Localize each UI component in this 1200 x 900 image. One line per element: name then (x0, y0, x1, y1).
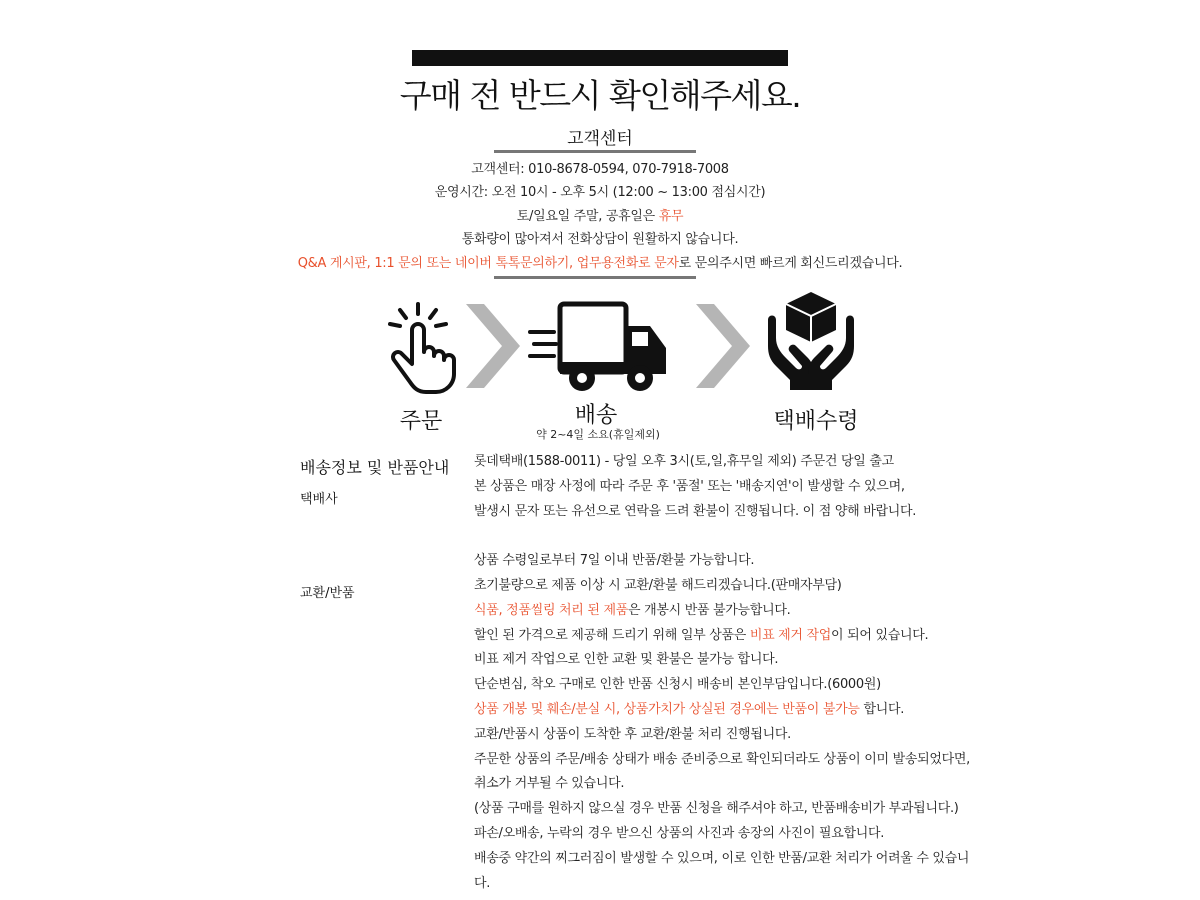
divider-top (494, 150, 696, 153)
text-segment: 은 개봉시 반품 불가능합니다. (628, 602, 791, 618)
info-line (474, 847, 1034, 872)
text-segment: 교환/반품시 상품이 도착한 후 교환/환불 처리 진행됩니다. (474, 726, 791, 742)
tap-hand-icon (378, 300, 460, 396)
cs-line (0, 158, 1200, 177)
text-segment: 주문한 상품의 주문/배송 상태가 배송 준비중으로 확인되더라도 상품이 이미 발송되었다면, (474, 751, 970, 767)
courier-label: 택배사 (300, 492, 338, 507)
info-line (474, 450, 1034, 475)
delivery-truck-icon (526, 300, 670, 396)
text-segment: 다. (474, 875, 491, 891)
info-line (474, 772, 1034, 797)
info-line (474, 872, 1034, 897)
step-order-label: 주문 (399, 409, 443, 434)
text-segment: 로 문의주시면 빠르게 회신드리겠습니다. (678, 256, 903, 271)
highlight-text: Q&A 게시판, 1:1 문의 또는 네이버 톡톡문의하기, 업무용전화로 문자 (297, 256, 679, 271)
step-delivery-note: 약 2~4일 소요(휴일제외) (536, 428, 660, 441)
step-receive-label: 택배수령 (773, 409, 859, 434)
highlight-text: 비표 제거 작업 (749, 627, 832, 643)
title-top-bar (412, 50, 788, 66)
info-line (474, 574, 1034, 599)
section-title: 배송정보 및 반품안내 (300, 458, 450, 477)
divider-bottom (494, 276, 696, 279)
info-line (474, 797, 1034, 822)
text-segment: 취소가 거부될 수 있습니다. (474, 776, 625, 792)
page-title: 구매 전 반드시 확인해주세요. (399, 76, 801, 115)
highlight-text: 상품 개봉 및 훼손/분실 시, 상품가치가 상실된 경우에는 반품이 불가능 (474, 701, 860, 717)
customer-center-title: 고객센터 (567, 129, 633, 149)
highlight-text: 식품, 정품씰링 처리 된 제품 (474, 602, 628, 618)
text-segment: 발생시 문자 또는 유선으로 연락을 드려 환불이 진행됩니다. 이 점 양해 바랍니다. (474, 503, 917, 519)
text-segment: 본 상품은 매장 사정에 따라 주문 후 '품절' 또는 '배송지연'이 발생할 수 있으며, (474, 478, 905, 494)
chevron-right-icon (692, 300, 754, 392)
info-line (474, 698, 1034, 723)
cs-line (0, 181, 1200, 200)
info-text-block (474, 450, 1034, 896)
text-segment: 배송중 약간의 찌그러짐이 발생할 수 있으며, 이로 인한 반품/교환 처리가 어려울 수 있습니 (474, 850, 970, 866)
text-segment: 할인 된 가격으로 제공해 드리기 위해 일부 상품은 (474, 627, 750, 643)
hands-box-icon (764, 290, 858, 392)
text-segment: 상품 수령일로부터 7일 이내 반품/환불 가능합니다. (474, 553, 755, 569)
text-segment: (상품 구매를 원하지 않으실 경우 반품 신청을 해주셔야 하고, 반품배송비가 부과됩니다.) (474, 801, 959, 817)
cs-line (0, 228, 1200, 247)
text-segment: 롯데택배(1588-0011) - 당일 오후 3시(토,일,휴무일 제외) 주문건 당일 출고 (474, 454, 894, 469)
text-segment: 파손/오배송, 누락의 경우 받으신 상품의 사진과 송장의 사진이 필요합니다. (474, 825, 885, 841)
text-segment: 비표 제거 작업으로 인한 교환 및 환불은 불가능 합니다. (474, 652, 779, 668)
info-line (474, 822, 1034, 847)
text-segment: 합니다. (859, 701, 905, 717)
info-line (474, 624, 1034, 649)
return-label: 교환/반품 (300, 586, 355, 601)
text-segment: 고객센터: 010-8678-0594, 070-7918-7008 (471, 162, 729, 177)
text-segment: 통화량이 많아져서 전화상담이 원활하지 않습니다. (461, 232, 739, 247)
info-line (474, 648, 1034, 673)
text-segment: 운영시간: 오전 10시 - 오후 5시 (12:00 ~ 13:00 점심시간) (434, 185, 766, 200)
info-line (474, 748, 1034, 773)
cs-line (0, 205, 1200, 224)
text-segment: 토/일요일 주말, 공휴일은 (516, 209, 659, 224)
info-line (474, 549, 1034, 574)
cs-line (0, 252, 1200, 271)
info-line (474, 475, 1034, 500)
info-line (474, 599, 1034, 624)
text-segment: 단순변심, 착오 구매로 인한 반품 신청시 배송비 본인부담입니다.(6000원) (474, 677, 881, 693)
text-segment: 초기불량으로 제품 이상 시 교환/환불 해드리겠습니다.(판매자부담) (474, 577, 842, 593)
text-segment: 이 되어 있습니다. (831, 627, 929, 643)
info-line (474, 673, 1034, 698)
info-line (474, 524, 1034, 549)
info-line (474, 723, 1034, 748)
step-delivery-label: 배송 (574, 403, 618, 428)
chevron-right-icon (462, 300, 524, 392)
highlight-text: 휴무 (658, 209, 684, 224)
info-line (474, 500, 1034, 525)
